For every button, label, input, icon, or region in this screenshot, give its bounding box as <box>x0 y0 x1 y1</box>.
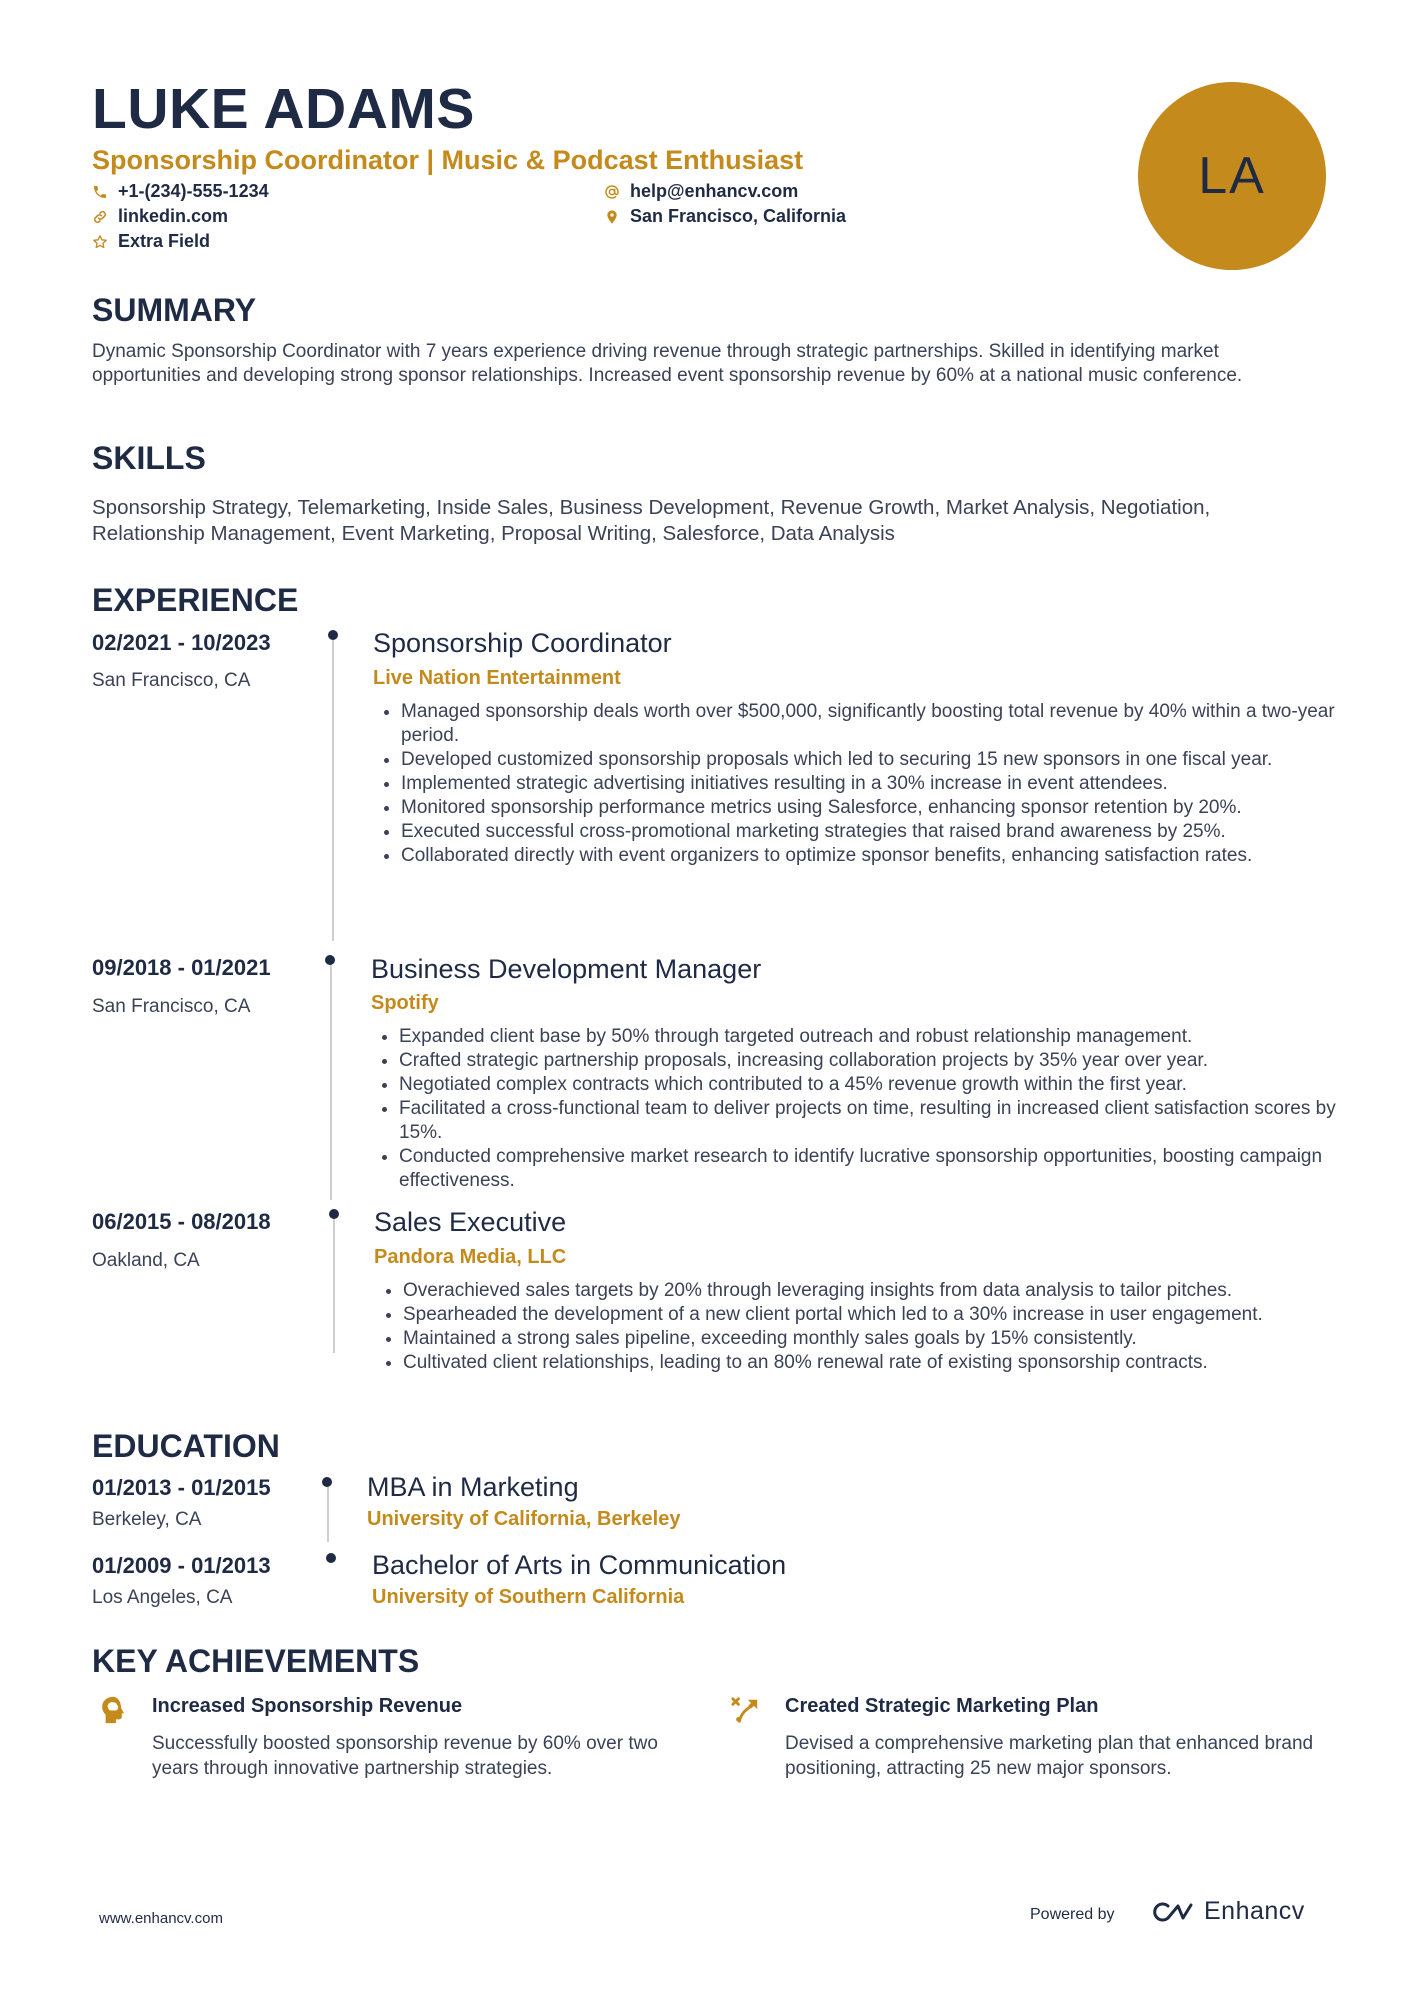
avatar <box>1138 82 1326 270</box>
footer-brand-name: Enhancv <box>1204 1897 1305 1925</box>
job-title: Sponsorship Coordinator <box>373 628 672 658</box>
list-item: • Implemented strategic advertising initiatives resulting in a 30% increase in event attendees. <box>401 772 1351 796</box>
education-dates: 01/2013 - 01/2015 <box>92 1475 271 1500</box>
star-icon <box>92 234 108 250</box>
list-item: • Collaborated directly with event organizers to optimize sponsor benefits, enhancing satisfaction rates. <box>401 844 1351 868</box>
achievement-title: Increased Sponsorship Revenue <box>152 1695 463 1717</box>
footer-brand-logo[interactable] <box>1150 1897 1305 1926</box>
job-bullets <box>379 700 1351 868</box>
list-item: • Spearheaded the development of a new client portal which led to a 30% increase in user engagement. <box>403 1303 1353 1327</box>
job-title: Business Development Manager <box>371 954 762 984</box>
list-item: • Crafted strategic partnership proposals, increasing collaboration projects by 35% year over year. <box>399 1049 1349 1073</box>
timeline-dot <box>329 1209 339 1219</box>
education-school: University of California, Berkeley <box>367 1508 681 1530</box>
list-item: • Maintained a strong sales pipeline, exceeding monthly sales goals by 15% consistently. <box>403 1327 1353 1351</box>
job-bullets <box>381 1279 1353 1375</box>
strategy-arrow-icon <box>730 1695 760 1725</box>
job-title: Sales Executive <box>374 1207 567 1237</box>
skills-text: Sponsorship Strategy, Telemarketing, Inside Sales, Business Development, Revenue Growth, Market Analysis, Negotiation, Relationship Management, Event Marketing, Proposal Writing, Salesforce, Data Analysis <box>92 496 1211 545</box>
job-company: Pandora Media, LLC <box>374 1246 567 1268</box>
job-dates: 02/2021 - 10/2023 <box>92 630 271 655</box>
education-degree: Bachelor of Arts in Communication <box>372 1550 787 1580</box>
timeline-line <box>327 1482 329 1542</box>
brain-head-icon <box>98 1695 128 1725</box>
contact-phone <box>92 181 269 202</box>
list-item: • Expanded client base by 50% through targeted outreach and robust relationship management. <box>399 1025 1349 1049</box>
timeline-dot <box>322 1477 332 1487</box>
timeline-dot <box>326 1553 336 1563</box>
candidate-name: LUKE ADAMS <box>92 77 475 141</box>
education-degree: MBA in Marketing <box>367 1472 579 1502</box>
phone-icon <box>92 184 108 200</box>
education-location: Berkeley, CA <box>92 1509 202 1530</box>
job-dates: 06/2015 - 08/2018 <box>92 1209 271 1234</box>
achievement-text: Devised a comprehensive marketing plan that enhanced brand positioning, attracting 25 new major sponsors. <box>785 1733 1314 1779</box>
email-link[interactable]: help@enhancv.com <box>630 181 799 201</box>
education-dates: 01/2009 - 01/2013 <box>92 1553 271 1578</box>
list-item: • Monitored sponsorship performance metrics using Salesforce, enhancing sponsor retention by 20%. <box>401 796 1351 820</box>
avatar-initials: LA <box>1198 147 1266 205</box>
summary-heading: SUMMARY <box>92 292 257 328</box>
timeline-line <box>333 1215 335 1353</box>
candidate-headline: Sponsorship Coordinator | Music & Podcast Enthusiast <box>92 145 804 175</box>
contact-extra <box>92 231 210 252</box>
list-item: • Negotiated complex contracts which contributed to a 45% revenue growth within the first year. <box>399 1073 1349 1097</box>
contact-linkedin[interactable] <box>92 206 228 227</box>
location-pin-icon <box>604 209 620 225</box>
job-location: San Francisco, CA <box>92 996 251 1017</box>
contact-email[interactable] <box>604 181 798 202</box>
extra-field-text: Extra Field <box>118 231 211 251</box>
enhancv-logo-icon <box>1150 1899 1198 1925</box>
list-item: • Facilitated a cross-functional team to deliver projects on time, resulting in increased client satisfaction scores by 15%. <box>399 1097 1349 1145</box>
job-location: San Francisco, CA <box>92 670 251 691</box>
experience-heading: EXPERIENCE <box>92 582 299 618</box>
list-item: • Executed successful cross-promotional marketing strategies that raised brand awareness by 25%. <box>401 820 1351 844</box>
timeline-line <box>332 635 334 941</box>
education-school: University of Southern California <box>372 1586 685 1608</box>
list-item: • Overachieved sales targets by 20% through leveraging insights from data analysis to tailor pitches. <box>403 1279 1353 1303</box>
footer-powered-by: Powered by <box>1030 1906 1115 1923</box>
job-dates: 09/2018 - 01/2021 <box>92 955 271 980</box>
achievements-heading: KEY ACHIEVEMENTS <box>92 1643 420 1679</box>
list-item: • Developed customized sponsorship proposals which led to securing 15 new sponsors in one fiscal year. <box>401 748 1351 772</box>
summary-text: Dynamic Sponsorship Coordinator with 7 years experience driving revenue through strategic partnerships. Skilled in identifying market opportunities and developing strong sponsor relationships. Increased event sponsorship revenue by 60% at a national music conference. <box>92 341 1243 386</box>
timeline-dot <box>328 630 338 640</box>
timeline-dot <box>325 955 335 965</box>
location-text: San Francisco, California <box>630 206 847 226</box>
job-company: Spotify <box>371 992 439 1014</box>
phone-text: +1-(234)-555-1234 <box>118 181 269 201</box>
list-item: • Cultivated client relationships, leading to an 80% renewal rate of existing sponsorship contracts. <box>403 1351 1353 1375</box>
footer-url[interactable]: www.enhancv.com <box>99 1910 223 1927</box>
timeline-line <box>330 960 332 1200</box>
skills-heading: SKILLS <box>92 440 206 476</box>
list-item: • Conducted comprehensive market research to identify lucrative sponsorship opportunities, boosting campaign effectiveness. <box>399 1145 1349 1193</box>
achievement-text: Successfully boosted sponsorship revenue by 60% over two years through innovative partnership strategies. <box>152 1733 658 1779</box>
education-heading: EDUCATION <box>92 1428 280 1464</box>
list-item: • Managed sponsorship deals worth over $500,000, significantly boosting total revenue by 40% within a two-year period. <box>401 700 1351 748</box>
contact-location <box>604 206 846 227</box>
link-icon <box>92 209 108 225</box>
linkedin-link[interactable]: linkedin.com <box>118 206 229 226</box>
job-bullets <box>377 1025 1349 1193</box>
achievement-title: Created Strategic Marketing Plan <box>785 1695 1099 1717</box>
job-company: Live Nation Entertainment <box>373 667 621 689</box>
job-location: Oakland, CA <box>92 1250 200 1271</box>
education-location: Los Angeles, CA <box>92 1587 233 1608</box>
at-icon <box>604 184 620 200</box>
